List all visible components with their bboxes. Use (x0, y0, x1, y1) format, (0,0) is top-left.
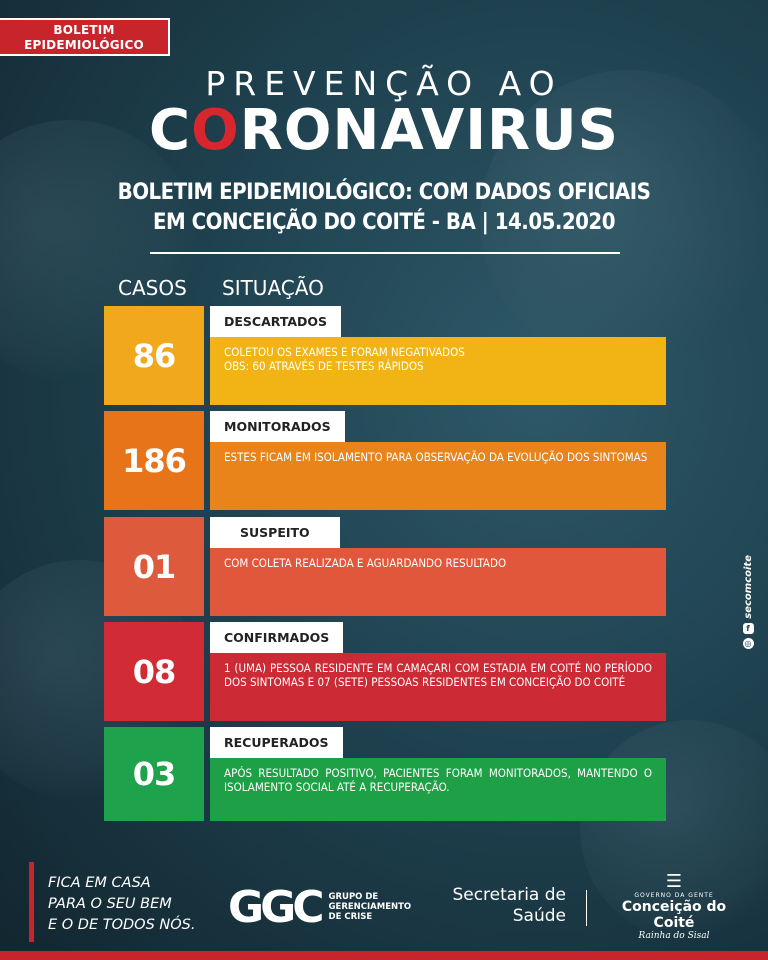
subtitle-line-2: EM CONCEIÇÃO DO COITÉ - BA | 14.05.2020 (153, 210, 615, 235)
flag-icon: ☰ (665, 871, 683, 892)
coronavirus-title (0, 98, 768, 163)
tag-line-1: BOLETIM (53, 23, 115, 37)
prevencao-title: PREVENÇÃO AO (205, 64, 563, 103)
divider (150, 252, 620, 254)
instagram-icon: ◎ (743, 638, 754, 649)
slogan-line-2: PARA O SEU BEM (48, 896, 172, 912)
secretaria-saude (444, 885, 566, 927)
social-handle-text: secomcoite (742, 555, 754, 619)
social-handle (738, 555, 758, 648)
desc-recuperados: APÓS RESULTADO POSITIVO, PACIENTES FORAM MONITORADOS, MANTENDO O ISOLAMENTO SOCIAL ATÉ A RECUPERAÇÃO. (210, 758, 666, 821)
gov-name: Conceição do Coité (621, 899, 727, 931)
count-descartados: 86 (104, 306, 204, 405)
ggc-logo-mark: GGC (228, 881, 321, 933)
slogan (48, 873, 195, 936)
corona-rest: RONAVIRUS (239, 98, 619, 163)
count-monitorados: 186 (104, 411, 204, 510)
header-situacao: SITUAÇÃO (222, 276, 324, 300)
label-confirmados: CONFIRMADOS (210, 622, 343, 653)
subtitle (0, 178, 768, 238)
slogan-line-1: FICA EM CASA (48, 875, 151, 891)
label-descartados: DESCARTADOS (210, 306, 341, 337)
slogan-line-3: E O DE TODOS NÓS. (48, 917, 196, 933)
header-casos: CASOS (118, 276, 187, 300)
facebook-icon: f (743, 623, 754, 634)
footer-separator (586, 890, 587, 926)
secretaria-line-2: Saúde (512, 906, 566, 926)
boletim-tag (0, 18, 170, 56)
label-recuperados: RECUPERADOS (210, 727, 343, 758)
desc-confirmados: 1 (UMA) PESSOA RESIDENTE EM CAMAÇARI COM ESTADIA EM COITÉ NO PERÍODO DOS SINTOMAS E 07 (SETE) PESSOAS RESIDENTES EM CONCEIÇÃO DO COITÉ (210, 653, 666, 721)
ggc-logo (228, 882, 419, 932)
desc-monitorados: ESTES FICAM EM ISOLAMENTO PARA OBSERVAÇÃO DA EVOLUÇÃO DOS SINTOMAS (210, 442, 666, 510)
secretaria-line-1: Secretaria de (452, 885, 566, 905)
tag-line-2: EPIDEMIOLÓGICO (24, 38, 144, 52)
corona-letter-c: C (149, 98, 192, 163)
subtitle-line-1: BOLETIM EPIDEMIOLÓGICO: COM DADOS OFICIAIS (117, 180, 651, 205)
ggc-logo-text: GRUPO DE GERENCIAMENTO DE CRISE (328, 892, 412, 922)
gov-small-text: GOVERNO DA GENTE (634, 892, 714, 899)
footer-accent-bar (29, 862, 34, 942)
row-confirmados (0, 622, 768, 732)
desc-descartados: COLETOU OS EXAMES E FORAM NEGATIVADOS OBS: 60 ATRAVÉS DE TESTES RÁPIDOS (210, 337, 666, 405)
row-descartados (0, 306, 768, 416)
gov-logo (604, 872, 744, 941)
row-monitorados (0, 411, 768, 521)
gov-tagline: Rainha do Sisal (638, 931, 710, 941)
bottom-bar (0, 951, 768, 960)
label-suspeito: SUSPEITO (210, 517, 340, 548)
virus-icon: O (191, 98, 240, 163)
count-recuperados: 03 (104, 727, 204, 821)
row-recuperados (0, 727, 768, 837)
count-suspeito: 01 (104, 517, 204, 616)
label-monitorados: MONITORADOS (210, 411, 345, 442)
desc-suspeito: COM COLETA REALIZADA E AGUARDANDO RESULTADO (210, 548, 666, 616)
count-confirmados: 08 (104, 622, 204, 721)
row-suspeito (0, 517, 768, 627)
